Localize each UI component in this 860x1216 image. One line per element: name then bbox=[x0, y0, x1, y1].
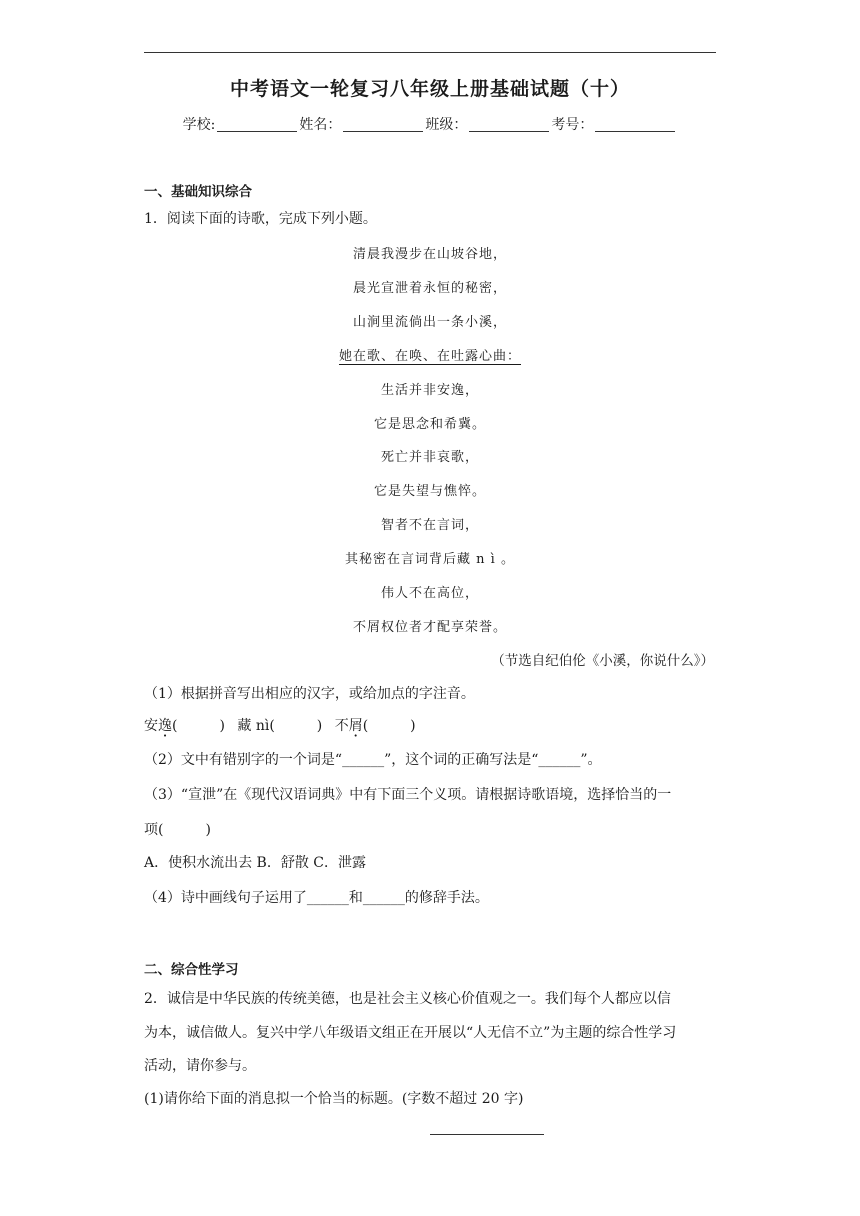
question2-sub1: (1)请你给下面的消息拟一个恰当的标题。(字数不超过 20 字) bbox=[144, 1091, 524, 1107]
poem-line: 死亡并非哀歌， bbox=[380, 450, 479, 465]
school-blank[interactable] bbox=[217, 117, 297, 132]
item-c-prefix: 不 bbox=[334, 718, 349, 734]
class-blank[interactable] bbox=[469, 117, 549, 132]
poem-line: 清晨我漫步在山坡谷地， bbox=[352, 247, 507, 262]
exam-no-label: 考号： bbox=[551, 117, 594, 133]
poem-line: 晨光宣泄着永恒的秘密， bbox=[352, 281, 507, 296]
subquestion-3-line1: （3）“宣泄”在《现代汉语词典》中有下面三个义项。请根据诗歌语境，选择恰当的一 bbox=[144, 787, 672, 803]
answer-blank-b[interactable]: 藏 nì( ) bbox=[237, 718, 323, 734]
poem-line: 它是失望与憔悴。 bbox=[373, 484, 486, 499]
poem-line: 生活并非安逸， bbox=[380, 383, 479, 398]
page-title: 中考语文一轮复习八年级上册基础试题（十） bbox=[229, 78, 630, 100]
class-label: 班级： bbox=[425, 117, 468, 133]
question2-line: 活动，请你参与。 bbox=[144, 1058, 256, 1074]
poem-line: 伟人不在高位， bbox=[380, 586, 479, 601]
answer-blank-c[interactable]: ( ) bbox=[362, 718, 416, 734]
poem-line: 其秘密在言词背后藏 n ì 。 bbox=[345, 552, 515, 567]
answer-blank-a[interactable]: ( ) bbox=[172, 718, 225, 734]
poem-source: （节选自纪伯伦《小溪，你说什么》） bbox=[491, 653, 714, 669]
school-label: 学校: bbox=[182, 117, 216, 133]
subquestion-1: （1）根据拼音写出相应的汉字，或给加点的字注音。 bbox=[144, 686, 475, 702]
question2-line: 为本，诚信做人。复兴中学八年级语文组正在开展以“人无信不立”为主题的综合性学习 bbox=[144, 1025, 677, 1041]
section2-heading: 二、综合性学习 bbox=[144, 962, 239, 978]
emphasis-dot-char: 逸 bbox=[158, 718, 172, 734]
subquestion-1-items bbox=[144, 715, 416, 735]
poem-line: 智者不在言词， bbox=[380, 518, 479, 533]
student-info-line bbox=[0, 114, 860, 134]
underlined-sentence: 她在歌、在唤、在吐露心曲： bbox=[338, 349, 521, 364]
name-blank[interactable] bbox=[343, 117, 423, 132]
subquestion-4: （4）诗中画线句子运用了______和______的修辞手法。 bbox=[144, 890, 489, 906]
subquestion-3-line2: 项( ) bbox=[144, 822, 211, 838]
header-rule bbox=[144, 52, 716, 53]
exam-no-blank[interactable] bbox=[595, 117, 675, 132]
poem-line-underlined bbox=[0, 345, 860, 364]
subquestion-3-options: A．使积水流出去 B．舒散 C．泄露 bbox=[144, 855, 367, 871]
subquestion-2: （2）文中有错别字的一个词是“______”，这个词的正确写法是“______”。 bbox=[144, 752, 602, 768]
question2-line: 2．诚信是中华民族的传统美德，也是社会主义核心价值观之一。我们每个人都应以信 bbox=[144, 991, 671, 1007]
title-answer-line[interactable] bbox=[430, 1134, 544, 1135]
emphasis-dot-char: 屑 bbox=[348, 718, 363, 734]
name-label: 姓名： bbox=[299, 117, 342, 133]
poem-line: 山涧里流倘出一条小溪， bbox=[352, 315, 507, 330]
poem-line: 不屑权位者才配享荣誉。 bbox=[352, 620, 507, 635]
item-a-prefix: 安 bbox=[144, 718, 158, 734]
poem-line: 它是思念和希冀。 bbox=[373, 417, 486, 432]
section1-heading: 一、基础知识综合 bbox=[144, 184, 252, 200]
question1-prompt: 1．阅读下面的诗歌，完成下列小题。 bbox=[144, 211, 377, 227]
